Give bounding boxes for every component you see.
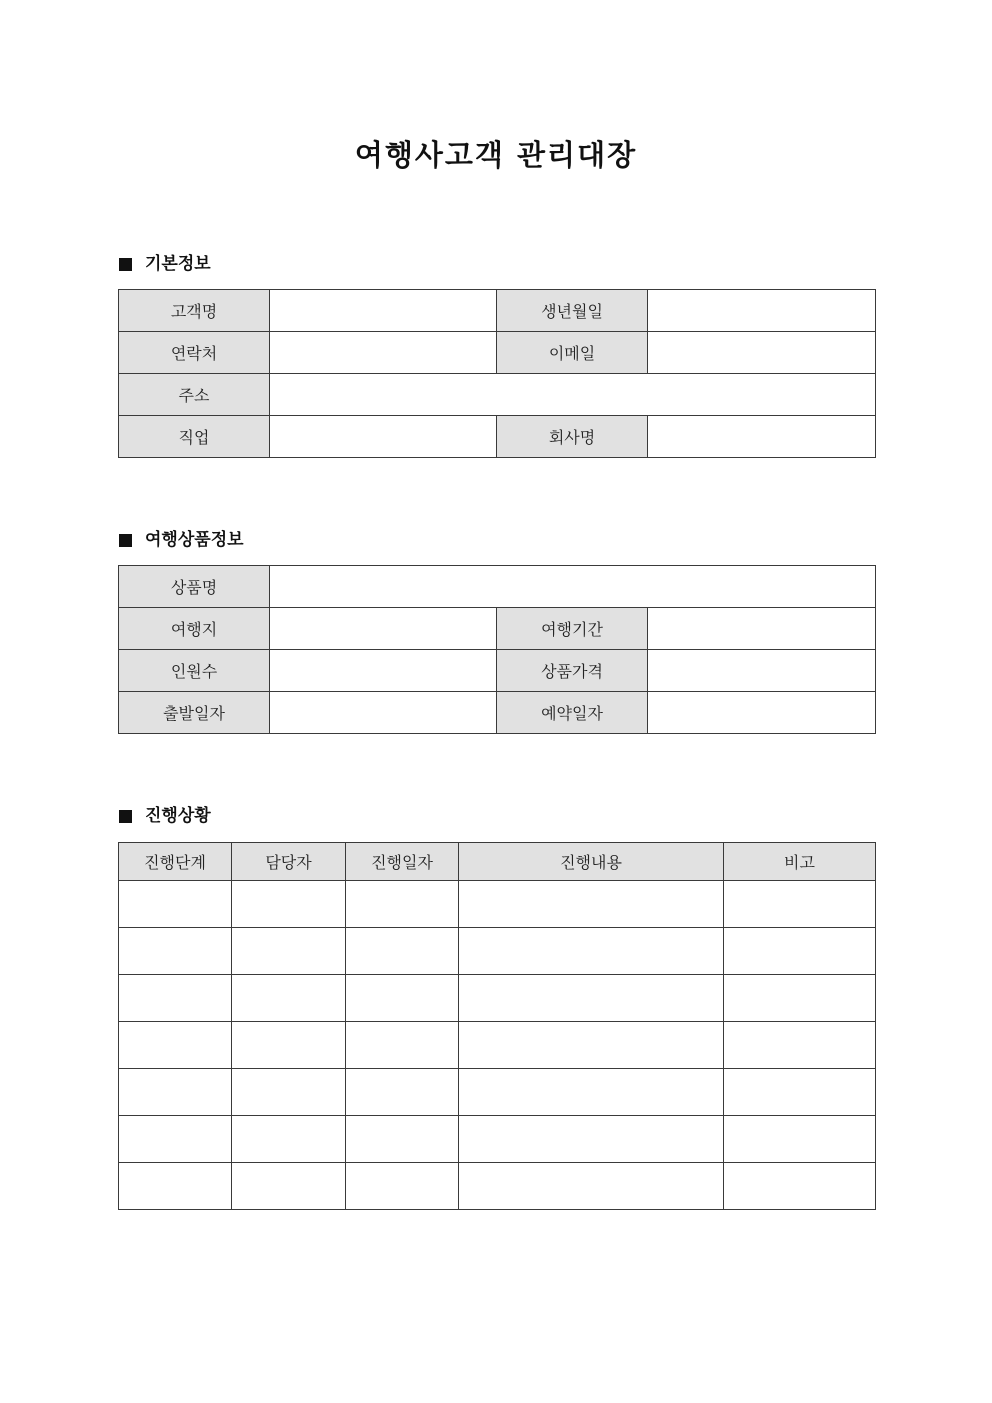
column-header-manager: 담당자 [232, 843, 346, 881]
stage-cell[interactable] [119, 975, 232, 1022]
email-label: 이메일 [497, 332, 648, 374]
destination-field[interactable] [270, 608, 497, 650]
birth-date-label: 생년월일 [497, 290, 648, 332]
destination-label: 여행지 [119, 608, 270, 650]
table-row [119, 975, 876, 1022]
departure-date-field[interactable] [270, 692, 497, 734]
product-price-label: 상품가격 [497, 650, 648, 692]
stage-cell[interactable] [119, 928, 232, 975]
table-header-row [119, 843, 876, 881]
stage-cell[interactable] [119, 1022, 232, 1069]
table-row [119, 332, 876, 374]
remarks-cell[interactable] [724, 928, 876, 975]
column-header-date: 진행일자 [346, 843, 459, 881]
address-field[interactable] [270, 374, 876, 416]
manager-cell[interactable] [232, 928, 346, 975]
customer-name-label: 고객명 [119, 290, 270, 332]
company-name-label: 회사명 [497, 416, 648, 458]
basic-info-table [118, 289, 876, 458]
booking-date-field[interactable] [648, 692, 876, 734]
date-cell[interactable] [346, 928, 459, 975]
date-cell[interactable] [346, 1116, 459, 1163]
birth-date-field[interactable] [648, 290, 876, 332]
details-cell[interactable] [459, 881, 724, 928]
details-cell[interactable] [459, 1116, 724, 1163]
customer-name-field[interactable] [270, 290, 497, 332]
stage-cell[interactable] [119, 1069, 232, 1116]
progress-table [118, 842, 876, 1210]
product-price-field[interactable] [648, 650, 876, 692]
table-row [119, 608, 876, 650]
table-row [119, 1069, 876, 1116]
product-name-label: 상품명 [119, 566, 270, 608]
page-title: 여행사고객 관리대장 [354, 138, 638, 172]
details-cell[interactable] [459, 1022, 724, 1069]
date-cell[interactable] [346, 881, 459, 928]
email-field[interactable] [648, 332, 876, 374]
manager-cell[interactable] [232, 1116, 346, 1163]
date-cell[interactable] [346, 1163, 459, 1210]
contact-label: 연락처 [119, 332, 270, 374]
table-row [119, 650, 876, 692]
date-cell[interactable] [346, 1022, 459, 1069]
square-bullet-icon [119, 534, 132, 547]
remarks-cell[interactable] [724, 1163, 876, 1210]
departure-date-label: 출발일자 [119, 692, 270, 734]
contact-field[interactable] [270, 332, 497, 374]
section-heading-label: 기본정보 [145, 254, 211, 274]
company-name-field[interactable] [648, 416, 876, 458]
product-name-field[interactable] [270, 566, 876, 608]
details-cell[interactable] [459, 975, 724, 1022]
square-bullet-icon [119, 258, 132, 271]
remarks-cell[interactable] [724, 1022, 876, 1069]
table-row [119, 1116, 876, 1163]
column-header-stage: 진행단계 [119, 843, 232, 881]
section-heading-label: 진행상황 [145, 806, 211, 826]
stage-cell[interactable] [119, 1116, 232, 1163]
travel-period-field[interactable] [648, 608, 876, 650]
booking-date-label: 예약일자 [497, 692, 648, 734]
table-row [119, 692, 876, 734]
date-cell[interactable] [346, 1069, 459, 1116]
square-bullet-icon [119, 810, 132, 823]
manager-cell[interactable] [232, 975, 346, 1022]
manager-cell[interactable] [232, 1069, 346, 1116]
table-row [119, 1022, 876, 1069]
details-cell[interactable] [459, 928, 724, 975]
stage-cell[interactable] [119, 1163, 232, 1210]
headcount-label: 인원수 [119, 650, 270, 692]
column-header-details: 진행내용 [459, 843, 724, 881]
table-row [119, 566, 876, 608]
section-heading-progress [119, 804, 211, 828]
section-heading-basic-info [119, 252, 211, 276]
occupation-field[interactable] [270, 416, 497, 458]
product-info-table [118, 565, 876, 734]
date-cell[interactable] [346, 975, 459, 1022]
stage-cell[interactable] [119, 881, 232, 928]
occupation-label: 직업 [119, 416, 270, 458]
manager-cell[interactable] [232, 881, 346, 928]
section-heading-product-info [119, 528, 244, 552]
remarks-cell[interactable] [724, 1116, 876, 1163]
headcount-field[interactable] [270, 650, 497, 692]
remarks-cell[interactable] [724, 1069, 876, 1116]
manager-cell[interactable] [232, 1163, 346, 1210]
remarks-cell[interactable] [724, 975, 876, 1022]
travel-period-label: 여행기간 [497, 608, 648, 650]
section-heading-label: 여행상품정보 [145, 530, 244, 550]
column-header-remarks: 비고 [724, 843, 876, 881]
details-cell[interactable] [459, 1069, 724, 1116]
remarks-cell[interactable] [724, 881, 876, 928]
table-row [119, 881, 876, 928]
details-cell[interactable] [459, 1163, 724, 1210]
address-label: 주소 [119, 374, 270, 416]
table-row [119, 374, 876, 416]
table-row [119, 290, 876, 332]
table-row [119, 416, 876, 458]
table-row [119, 928, 876, 975]
table-row [119, 1163, 876, 1210]
manager-cell[interactable] [232, 1022, 346, 1069]
